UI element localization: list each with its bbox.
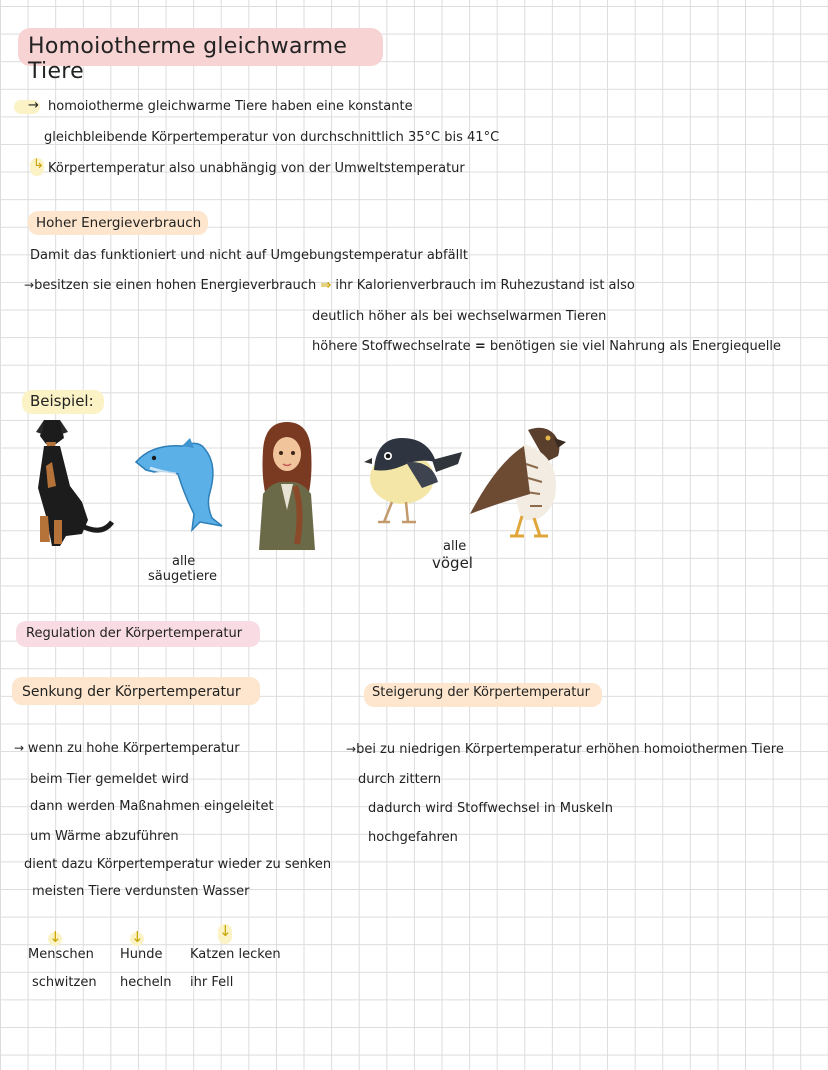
energy-line-3: deutlich höher als bei wechselwarmen Tieren: [312, 309, 607, 324]
example-heading: Beispiel:: [30, 392, 94, 410]
regulation-heading: Regulation der Körpertemperatur: [26, 626, 243, 641]
raising-heading: Steigerung der Körpertemperatur: [372, 685, 590, 700]
energy-line-2: →besitzen sie einen hohen Energieverbrauch ⇒ ihr Kalorienverbrauch im Ruhezustand ist also: [24, 278, 635, 293]
lowering-line-3: dann werden Maßnahmen eingeleitet: [30, 799, 274, 814]
curved-arrow-icon: ↳: [33, 157, 44, 172]
example-cats-top: Katzen lecken: [190, 947, 281, 962]
mammals-label-2: säugetiere: [148, 569, 217, 584]
arrow-right-icon: →: [28, 98, 39, 113]
birds-label-2: vögel: [432, 554, 473, 572]
energy-heading: Hoher Energieverbrauch: [36, 215, 202, 231]
page-title: Homoiotherme gleichwarme Tiere: [28, 34, 348, 84]
intro-line-3: Körpertemperatur also unabhängig von der Umweltstemperatur: [48, 161, 465, 176]
hawk-illustration: [466, 424, 570, 544]
example-cats-bottom: ihr Fell: [190, 975, 234, 990]
example-humans-top: Menschen: [28, 947, 94, 962]
lowering-line-4: um Wärme abzuführen: [30, 829, 179, 844]
dolphin-illustration: [132, 438, 224, 534]
intro-line-1: homoiotherme gleichwarme Tiere haben eine konstante: [48, 99, 413, 114]
example-dogs-bottom: hecheln: [120, 975, 172, 990]
arrow-right-icon: →: [24, 278, 35, 292]
lowering-line-2: beim Tier gemeldet wird: [30, 772, 189, 787]
arrow-down-icon: ↓: [131, 928, 144, 946]
birds-label-1: alle: [443, 539, 467, 554]
example-humans-bottom: schwitzen: [32, 975, 97, 990]
implies-arrow-icon: ⇒: [320, 278, 332, 293]
raising-line-3: dadurch wird Stoffwechsel in Muskeln: [368, 801, 613, 816]
arrow-down-icon: ↓: [49, 928, 62, 946]
bird-illustration: [362, 432, 464, 526]
intro-line-2: gleichbleibende Körpertemperatur von durchschnittlich 35°C bis 41°C: [44, 130, 500, 145]
dog-illustration: [26, 416, 116, 556]
lowering-heading: Senkung der Körpertemperatur: [22, 684, 241, 700]
arrow-down-icon: ↓: [219, 922, 232, 940]
arrow-right-icon: →: [346, 742, 357, 756]
page-title-highlight: [18, 28, 383, 84]
raising-line-4: hochgefahren: [368, 830, 458, 845]
woman-illustration: [255, 420, 319, 550]
raising-line-2: durch zittern: [358, 772, 442, 787]
arrow-right-icon: →: [14, 741, 28, 755]
lowering-line-6: meisten Tiere verdunsten Wasser: [32, 884, 250, 899]
example-dogs-top: Hunde: [120, 947, 163, 962]
lowering-line-5: dient dazu Körpertemperatur wieder zu senken: [24, 857, 332, 872]
energy-line-4: höhere Stoffwechselrate = benötigen sie viel Nahrung als Energiequelle: [312, 339, 781, 354]
lowering-line-1: → wenn zu hohe Körpertemperatur: [14, 741, 240, 756]
raising-line-1: →bei zu niedrigen Körpertemperatur erhöhen homoiothermen Tiere: [346, 742, 784, 757]
equals-icon: =: [474, 339, 486, 354]
energy-line-1: Damit das funktioniert und nicht auf Umgebungstemperatur abfällt: [30, 248, 468, 263]
mammals-label-1: alle: [172, 554, 196, 569]
